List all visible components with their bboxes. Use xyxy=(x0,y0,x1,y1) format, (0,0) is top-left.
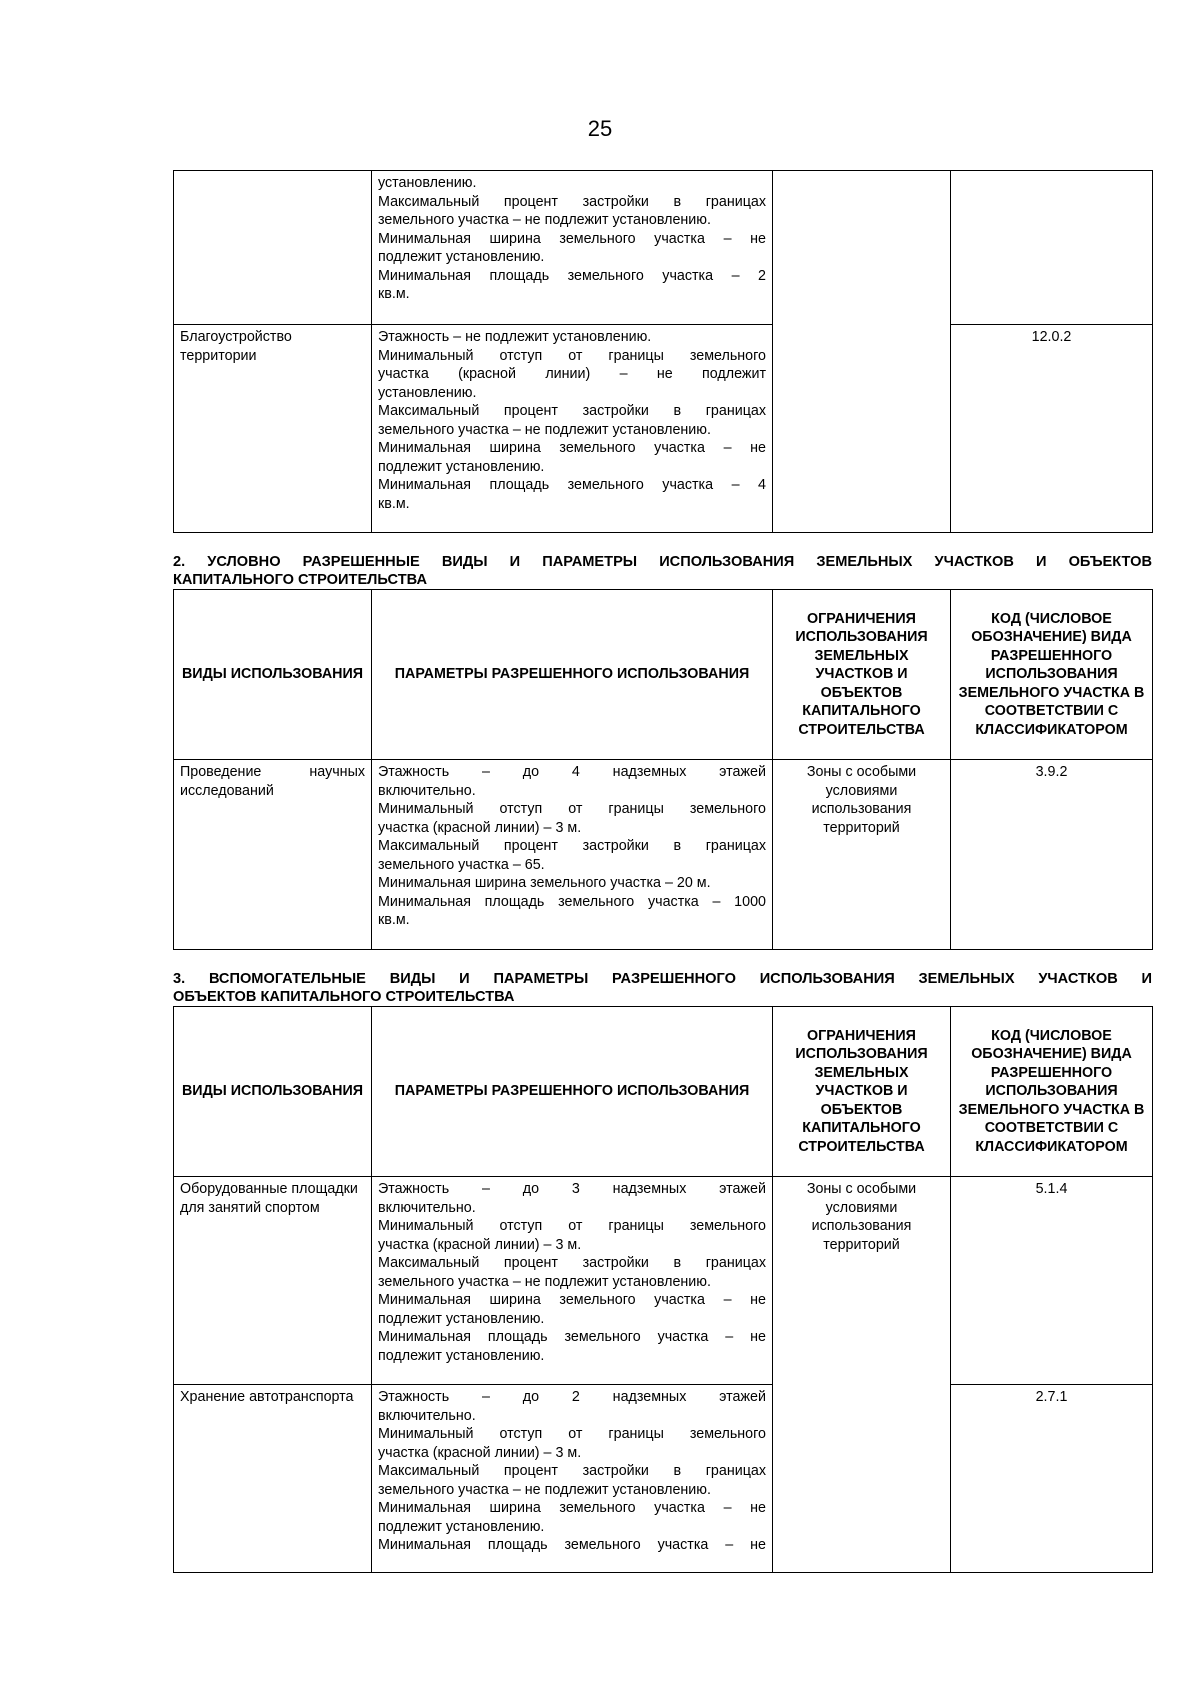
param-line: Этажность – до 4 надземных этажей xyxy=(378,764,766,780)
table-row xyxy=(174,171,1153,325)
use-line: исследований xyxy=(180,782,274,799)
restrictions-cell: Зоны с особыми условиями использования территорий xyxy=(773,760,951,950)
code-cell xyxy=(951,171,1153,325)
param-line: установлению. xyxy=(378,384,477,401)
auxiliary-uses-table xyxy=(173,1006,1153,1573)
param-line: Минимальная ширина земельного участка – не xyxy=(378,1292,766,1308)
params-cell xyxy=(372,1385,773,1573)
use-cell: Хранение автотранспорта xyxy=(174,1385,372,1573)
header-restrictions: ОГРАНИЧЕНИЯ ИСПОЛЬЗОВАНИЯ ЗЕМЕЛЬНЫХ УЧАСТКОВ И ОБЪЕКТОВ КАПИТАЛЬНОГО СТРОИТЕЛЬСТВА xyxy=(773,1007,951,1177)
param-line: подлежит установлению. xyxy=(378,249,545,265)
param-line: Минимальный отступ от границы земельного xyxy=(378,1426,766,1442)
code-cell: 2.7.1 xyxy=(951,1385,1153,1573)
param-line: Этажность – не подлежит установлению. xyxy=(378,329,652,345)
table-header-row xyxy=(174,1007,1153,1177)
param-line: Минимальная ширина земельного участка – не xyxy=(378,1500,766,1516)
section-3-heading xyxy=(173,970,1152,1006)
use-cell: Оборудованные площадки для занятий спортом xyxy=(174,1177,372,1385)
param-line: Максимальный процент застройки в границах xyxy=(378,838,766,854)
param-line: подлежит установлению. xyxy=(378,1347,545,1364)
param-line: земельного участка – 65. xyxy=(378,856,545,873)
param-line: участка (красной линии) – 3 м. xyxy=(378,819,582,836)
param-line: Минимальный отступ от границы земельного xyxy=(378,347,766,364)
code-cell: 5.1.4 xyxy=(951,1177,1153,1385)
code-cell: 3.9.2 xyxy=(951,760,1153,950)
param-line: включительно. xyxy=(378,1407,476,1424)
param-line: Минимальная площадь земельного участка – 1000 xyxy=(378,893,766,910)
header-code: КОД (ЧИСЛОВОЕ ОБОЗНАЧЕНИЕ) ВИДА РАЗРЕШЕННОГО ИСПОЛЬЗОВАНИЯ ЗЕМЕЛЬНОГО УЧАСТКА В СООТВЕТСТВИИ С КЛАССИФИКАТОРОМ xyxy=(951,1007,1153,1177)
table-row xyxy=(174,1385,1153,1573)
param-line: включительно. xyxy=(378,782,476,799)
param-line: установлению. xyxy=(378,175,477,191)
continuation-table xyxy=(173,170,1153,533)
param-line: Минимальная площадь земельного участка – не xyxy=(378,1329,766,1345)
params-cell xyxy=(372,760,773,950)
param-line: земельного участка – не подлежит установлению. xyxy=(378,1481,711,1498)
section-2-heading-line1: 2. УСЛОВНО РАЗРЕШЕННЫЕ ВИДЫ И ПАРАМЕТРЫ ИСПОЛЬЗОВАНИЯ ЗЕМЕЛЬНЫХ УЧАСТКОВ И ОБЪЕКТОВ xyxy=(173,554,1152,570)
param-line: Максимальный процент застройки в границах xyxy=(378,1255,766,1271)
restrictions-cell xyxy=(773,171,951,533)
param-line: Этажность – до 2 надземных этажей xyxy=(378,1389,766,1405)
restrictions-cell: Зоны с особыми условиями использования территорий xyxy=(773,1177,951,1573)
param-line: земельного участка – не подлежит установлению. xyxy=(378,1273,711,1290)
param-line: кв.м. xyxy=(378,912,410,928)
param-line: подлежит установлению. xyxy=(378,458,545,475)
param-line: Минимальный отступ от границы земельного xyxy=(378,801,766,817)
param-line: Минимальная площадь земельного участка – 2 xyxy=(378,267,766,284)
param-line: подлежит установлению. xyxy=(378,1518,545,1535)
param-line: Максимальный процент застройки в границах xyxy=(378,1463,766,1479)
section-2-heading xyxy=(173,553,1152,589)
param-line: Максимальный процент застройки в границах xyxy=(378,193,766,210)
param-line: земельного участка – не подлежит установлению. xyxy=(378,421,711,438)
section-2-heading-line2: КАПИТАЛЬНОГО СТРОИТЕЛЬСТВА xyxy=(173,572,427,588)
param-line: кв.м. xyxy=(378,495,410,512)
param-line: Минимальная площадь земельного участка – не xyxy=(378,1537,766,1553)
use-cell: Благоустройство территории xyxy=(174,325,372,533)
param-line: включительно. xyxy=(378,1199,476,1216)
page-number: 25 xyxy=(587,116,613,141)
table-header-row xyxy=(174,590,1153,760)
param-line: Минимальный отступ от границы земельного xyxy=(378,1218,766,1234)
conditional-uses-table xyxy=(173,589,1153,950)
header-code: КОД (ЧИСЛОВОЕ ОБОЗНАЧЕНИЕ) ВИДА РАЗРЕШЕННОГО ИСПОЛЬЗОВАНИЯ ЗЕМЕЛЬНОГО УЧАСТКА В СООТВЕТСТВИИ С КЛАССИФИКАТОРОМ xyxy=(951,590,1153,760)
section-3-heading-line2: ОБЪЕКТОВ КАПИТАЛЬНОГО СТРОИТЕЛЬСТВА xyxy=(173,989,515,1005)
param-line: земельного участка – не подлежит установлению. xyxy=(378,212,711,228)
param-line: Этажность – до 3 надземных этажей xyxy=(378,1181,766,1197)
param-line: Минимальная ширина земельного участка – 20 м. xyxy=(378,875,711,891)
param-line: участка (красной линии) – 3 м. xyxy=(378,1236,582,1253)
param-line: участка (красной линии) – 3 м. xyxy=(378,1444,582,1461)
param-line: Максимальный процент застройки в границах xyxy=(378,403,766,419)
table-row xyxy=(174,760,1153,950)
header-params: ПАРАМЕТРЫ РАЗРЕШЕННОГО ИСПОЛЬЗОВАНИЯ xyxy=(372,590,773,760)
use-cell xyxy=(174,760,372,950)
param-line: Минимальная ширина земельного участка – не xyxy=(378,440,766,456)
code-cell: 12.0.2 xyxy=(951,325,1153,533)
header-uses: ВИДЫ ИСПОЛЬЗОВАНИЯ xyxy=(174,590,372,760)
params-cell xyxy=(372,171,773,325)
param-line: кв.м. xyxy=(378,286,410,302)
params-cell xyxy=(372,325,773,533)
use-cell xyxy=(174,171,372,325)
section-3-heading-line1: 3. ВСПОМОГАТЕЛЬНЫЕ ВИДЫ И ПАРАМЕТРЫ РАЗРЕШЕННОГО ИСПОЛЬЗОВАНИЯ ЗЕМЕЛЬНЫХ УЧАСТКОВ И xyxy=(173,971,1152,987)
header-uses: ВИДЫ ИСПОЛЬЗОВАНИЯ xyxy=(174,1007,372,1177)
table-row xyxy=(174,1177,1153,1385)
param-line: участка (красной линии) – не подлежит xyxy=(378,366,766,382)
params-cell xyxy=(372,1177,773,1385)
header-params: ПАРАМЕТРЫ РАЗРЕШЕННОГО ИСПОЛЬЗОВАНИЯ xyxy=(372,1007,773,1177)
param-line: Минимальная ширина земельного участка – не xyxy=(378,230,766,247)
use-line: Проведение научных xyxy=(180,764,365,780)
header-restrictions: ОГРАНИЧЕНИЯ ИСПОЛЬЗОВАНИЯ ЗЕМЕЛЬНЫХ УЧАСТКОВ И ОБЪЕКТОВ КАПИТАЛЬНОГО СТРОИТЕЛЬСТВА xyxy=(773,590,951,760)
param-line: Минимальная площадь земельного участка – 4 xyxy=(378,477,766,493)
param-line: подлежит установлению. xyxy=(378,1310,545,1327)
table-row xyxy=(174,325,1153,533)
